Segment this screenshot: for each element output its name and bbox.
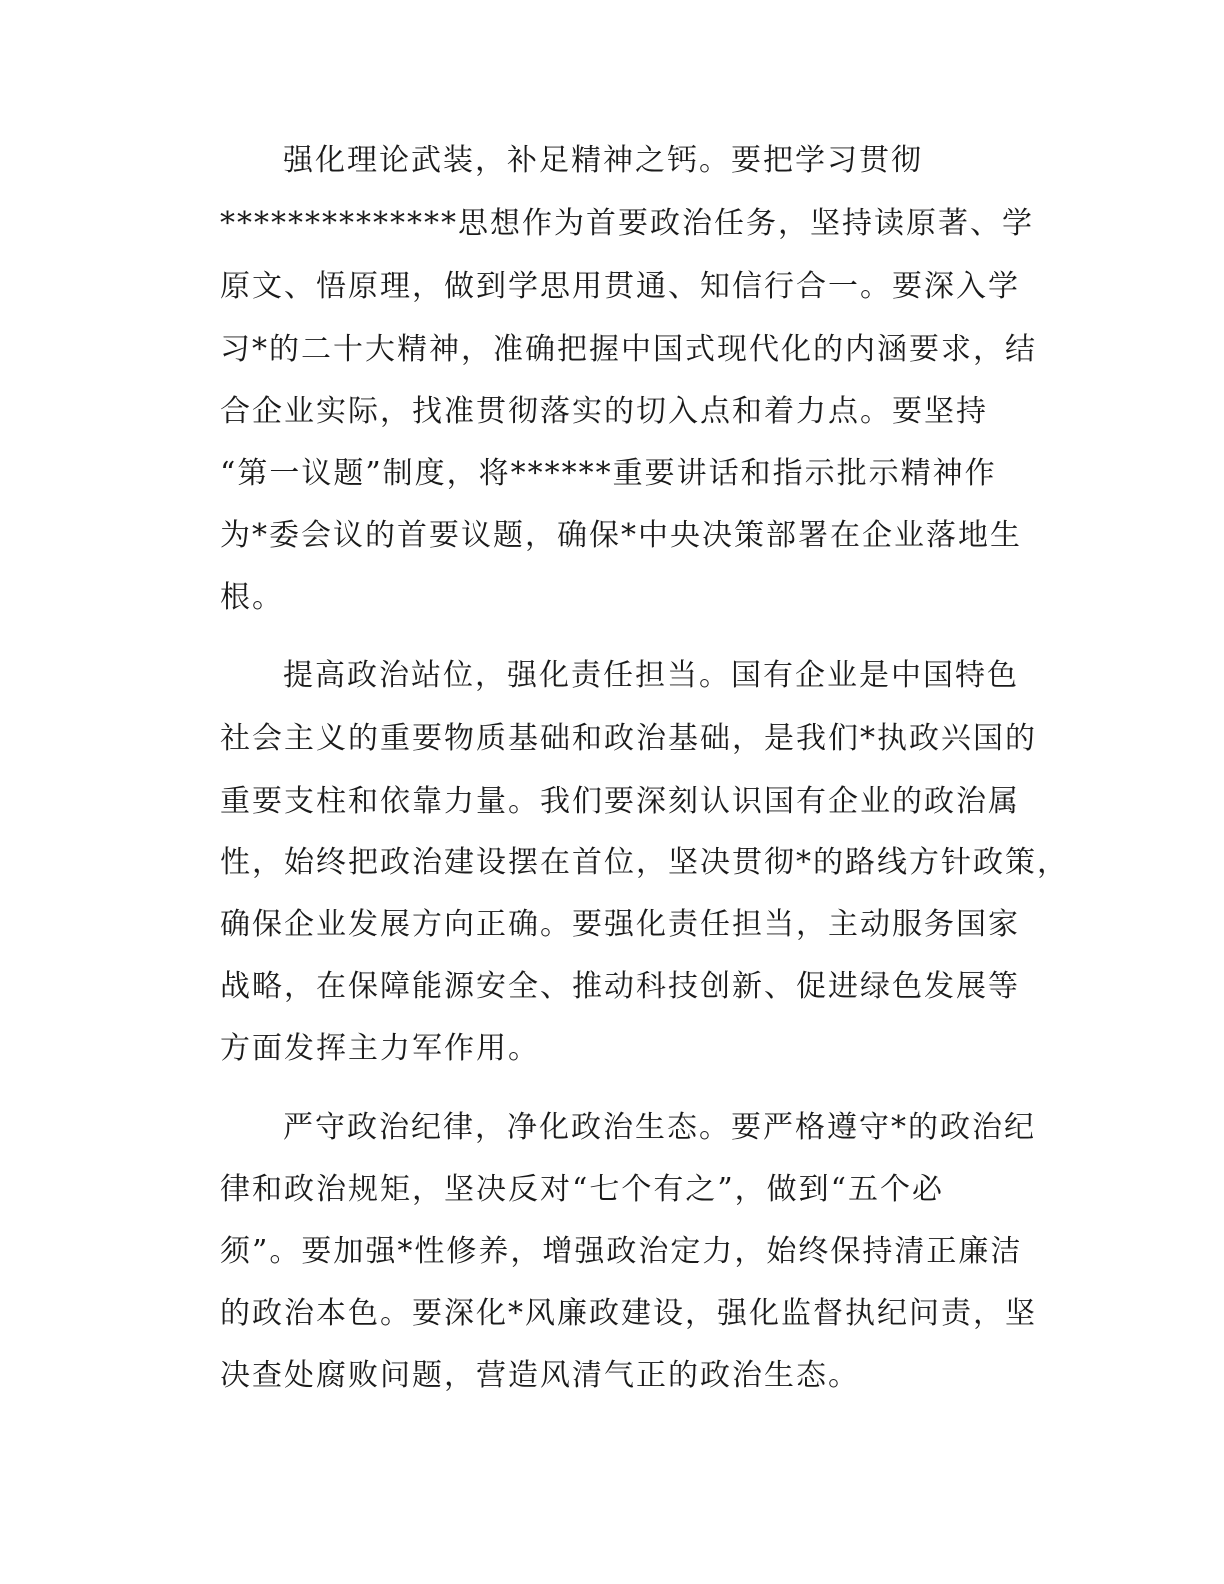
paragraph-line: 的政治本色。要深化*风廉政建设，强化监督执纪问责，坚	[220, 1296, 1037, 1331]
paragraph-line: 提高政治站位，强化责任担当。国有企业是中国特色	[283, 658, 1019, 693]
paragraph-line: 社会主义的重要物质基础和政治基础，是我们*执政兴国的	[220, 721, 1037, 756]
paragraph-line: 须”。要加强*性修养，增强政治定力，始终保持清正廉洁	[220, 1234, 1023, 1269]
paragraph-line: 强化理论武装，补足精神之钙。要把学习贯彻	[283, 143, 923, 178]
paragraph-line: 确保企业发展方向正确。要强化责任担当，主动服务国家	[220, 907, 1020, 942]
paragraph-line: “第一议题”制度，将******重要讲话和指示批示精神作	[220, 456, 997, 491]
paragraph-line: 严守政治纪律，净化政治生态。要严格遵守*的政治纪	[283, 1110, 1036, 1145]
paragraph-line: 决查处腐败问题，营造风清气正的政治生态。	[220, 1358, 860, 1393]
paragraph-line: 合企业实际，找准贯彻落实的切入点和着力点。要坚持	[220, 394, 988, 429]
paragraph-line: 战略，在保障能源安全、推动科技创新、促进绿色发展等	[220, 969, 1020, 1004]
paragraph-line: 根。	[220, 580, 284, 615]
paragraph-line: 习*的二十大精神，准确把握中国式现代化的内涵要求，结	[220, 332, 1037, 367]
paragraph-line: **************思想作为首要政治任务，坚持读原著、学	[220, 206, 1034, 241]
paragraph-line: 方面发挥主力军作用。	[220, 1031, 540, 1066]
paragraph-line: 重要支柱和依靠力量。我们要深刻认识国有企业的政治属	[220, 784, 1020, 819]
paragraph-line: 为*委会议的首要议题，确保*中央决策部署在企业落地生	[220, 518, 1022, 553]
paragraph-line: 原文、悟原理，做到学思用贯通、知信行合一。要深入学	[220, 269, 1020, 304]
paragraph-line: 律和政治规矩，坚决反对“七个有之”，做到“五个必	[220, 1172, 945, 1207]
paragraph-line: 性，始终把政治建设摆在首位，坚决贯彻*的路线方针政策，	[220, 845, 1069, 880]
